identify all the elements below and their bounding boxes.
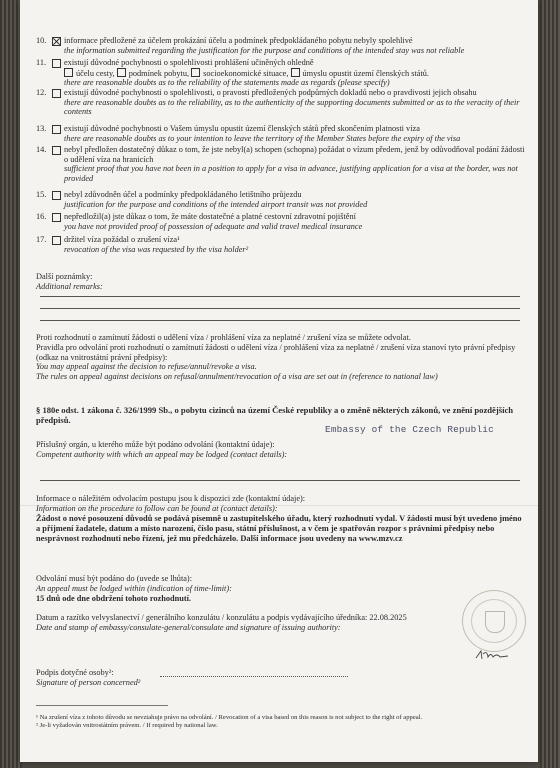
option-leave-intent-checkbox[interactable] <box>291 68 300 77</box>
item-17-checkbox[interactable] <box>52 236 61 245</box>
deadline-value: 15 dnů ode dne obdržení tohoto rozhodnutí. <box>36 593 191 603</box>
authority-line[interactable] <box>40 480 520 481</box>
item-16: 16. nepředložil(a) jste důkaz o tom, že máte dostatečné a platné cestovní zdravotní pojištění you have not provided proof of possession of adequate and valid travel medical insurance <box>36 212 363 231</box>
remarks-line-2[interactable] <box>40 308 520 309</box>
official-signature-icon <box>475 648 509 662</box>
appeal-info: Proti rozhodnutí o zamítnutí žádosti o udělení víza / prohlášení víza za neplatné / zrušení víza se můžete odvolat. Pravidla pro odvolání proti rozhodnutí o zamítnutí žádosti o udělení víza / prohlášení víza za neplatné / zrušení víza stanoví tyto právní předpisy (odkaz na vnitrostátní právní předpisy): You may appeal against the decision to refuse/annul/revoke a visa. The rules on appeal against decisions on refusal/annulment/revocation of a visa are set out in (reference to national law) <box>36 333 516 382</box>
item-16-checkbox[interactable] <box>52 213 61 222</box>
item-17: 17. držitel víza požádal o zrušení víza¹ revocation of the visa was requested by the visa holder² <box>36 235 249 254</box>
person-signature-line[interactable] <box>160 676 348 678</box>
item-14: 14. nebyl předložen dostatečný důkaz o tom, že jste nebyl(a) schopen (schopna) požádat o vízum předem, jenž by odůvodňoval podání žádosti o udělení víza na hranicích sufficient proof that you have not been in a position to apply for a visa in advance, justifying application for a visa at the border, was not provided <box>36 145 525 183</box>
crest-icon <box>485 611 505 633</box>
footnote-separator <box>36 705 168 706</box>
item-10-checkbox[interactable] <box>52 37 61 46</box>
item-15-checkbox[interactable] <box>52 191 61 200</box>
item-11: 11. existují důvodné pochybnosti o spolehlivosti prohlášení učiněných ohledně účelu cesty, podmínek pobytu, socioekonomické situace, úmyslu opustit území členských států. there are reasonable doubts as to the reliability of the statements made as regards (please specify) <box>36 58 430 88</box>
carpet-right <box>540 0 560 768</box>
item-15: 15. nebyl zdůvodněn účel a podmínky předpokládaného letištního průjezdu justification for the purpose and conditions of the intended airport transit was not provided <box>36 190 368 209</box>
item-13-checkbox[interactable] <box>52 125 61 134</box>
remarks-line-1[interactable] <box>40 296 520 297</box>
option-stay-conditions-checkbox[interactable] <box>117 68 126 77</box>
option-travel-purpose-checkbox[interactable] <box>64 68 73 77</box>
refusal-form-sheet <box>20 0 538 762</box>
date-and-stamp: Datum a razítko velvyslanectví / generálního konzulátu / konzulátu a podpis vydávajícího úředníka: 22.08.2025 Date and stamp of embassy/consulate-general/consulate and signature of issuing authority: <box>36 613 407 632</box>
item-12-checkbox[interactable] <box>52 89 61 98</box>
item-12: 12. existují důvodné pochybnosti o spolehlivosti, o pravosti předložených podpůrných dokladů nebo o pravdivosti jejich obsahu there are reasonable doubts as to the reliability, as to the authenticity of the supporting documents submitted or as to the veracity of their contents <box>36 88 520 117</box>
person-signature: Podpis dotyčné osoby²: Signature of person concerned² <box>36 668 141 687</box>
procedure-info: Informace o náležitém odvolacím postupu jsou k dispozici zde (kontaktní údaje): Information on the procedure to follow can be found at (contact details): Žádost o nové posouzení důvodů se podává písemně u zastupitelského úřadu, který rozhodnutí vydal. V žádosti musí být uvedeno jméno a příjmení žadatele, datum a místo narození, číslo pasu, státní příslušnost, a v čem je spatřován rozpor s právními předpisy nebo nesprávnost rozhodnutí nebo řízení, jež mu předcházelo. Další informace jsou uvedeny na www.mzv.cz <box>36 494 524 544</box>
item-14-checkbox[interactable] <box>52 146 61 155</box>
footnote-1: ¹ Na zrušení víza z tohoto důvodu se nevztahuje právo na odvolání. / Revocation of a visa based on this reason is not subject to the right of appeal. <box>36 714 423 721</box>
embassy-stamp <box>462 590 526 652</box>
remarks-line-3[interactable] <box>40 320 520 321</box>
competent-authority: Příslušný orgán, u kterého může být podáno odvolání (kontaktní údaje): Competent authority with which an appeal may be lodged (contact details): <box>36 440 288 459</box>
item-10: 10. informace předložené za účelem prokázání účelu a podmínek předpokládaného pobytu nebyly spolehlivé the information submitted regarding the justification for the purpose and conditions of the intended stay was not reliable <box>36 36 465 55</box>
footnote-2: ² Je-li vyžadován vnitrostátním právem. / If required by national law. <box>36 722 218 729</box>
carpet-left <box>0 0 22 768</box>
legal-reference: § 180e odst. 1 zákona č. 326/1999 Sb., o pobytu cizinců na území České republiky a o změně některých zákonů, ve znění pozdějších předpisů. <box>36 405 514 425</box>
option-socioeconomic-checkbox[interactable] <box>191 68 200 77</box>
additional-remarks: Další poznámky: Additional remarks: <box>36 272 103 291</box>
item-13: 13. existují důvodné pochybnosti o Vašem úmyslu opustit území členských států před skončením platnosti víza there are reasonable doubts as to your intention to leave the territory of the Member States before the expiry of the visa <box>36 124 461 143</box>
footnotes <box>36 714 524 730</box>
procedure-text: Žádost o nové posouzení důvodů se podává písemně u zastupitelského úřadu, který rozhodnutí vydal. V žádosti musí být uvedeno jméno a příjmení žadatele, datum a místo narození, číslo pasu, státní příslušnost, a v čem je spatřován rozpor s právními předpisy nebo nesprávnost rozhodnutí nebo řízení, jež mu předcházelo. Další informace jsou uvedeny na www.mzv.cz <box>36 513 522 543</box>
item-11-checkbox[interactable] <box>52 59 61 68</box>
appeal-deadline: Odvolání musí být podáno do (uvede se lhůta): An appeal must be lodged within (indication of time-limit): 15 dnů ode dne obdržení tohoto rozhodnutí. <box>36 574 524 603</box>
authority-value: Embassy of the Czech Republic <box>325 424 494 435</box>
